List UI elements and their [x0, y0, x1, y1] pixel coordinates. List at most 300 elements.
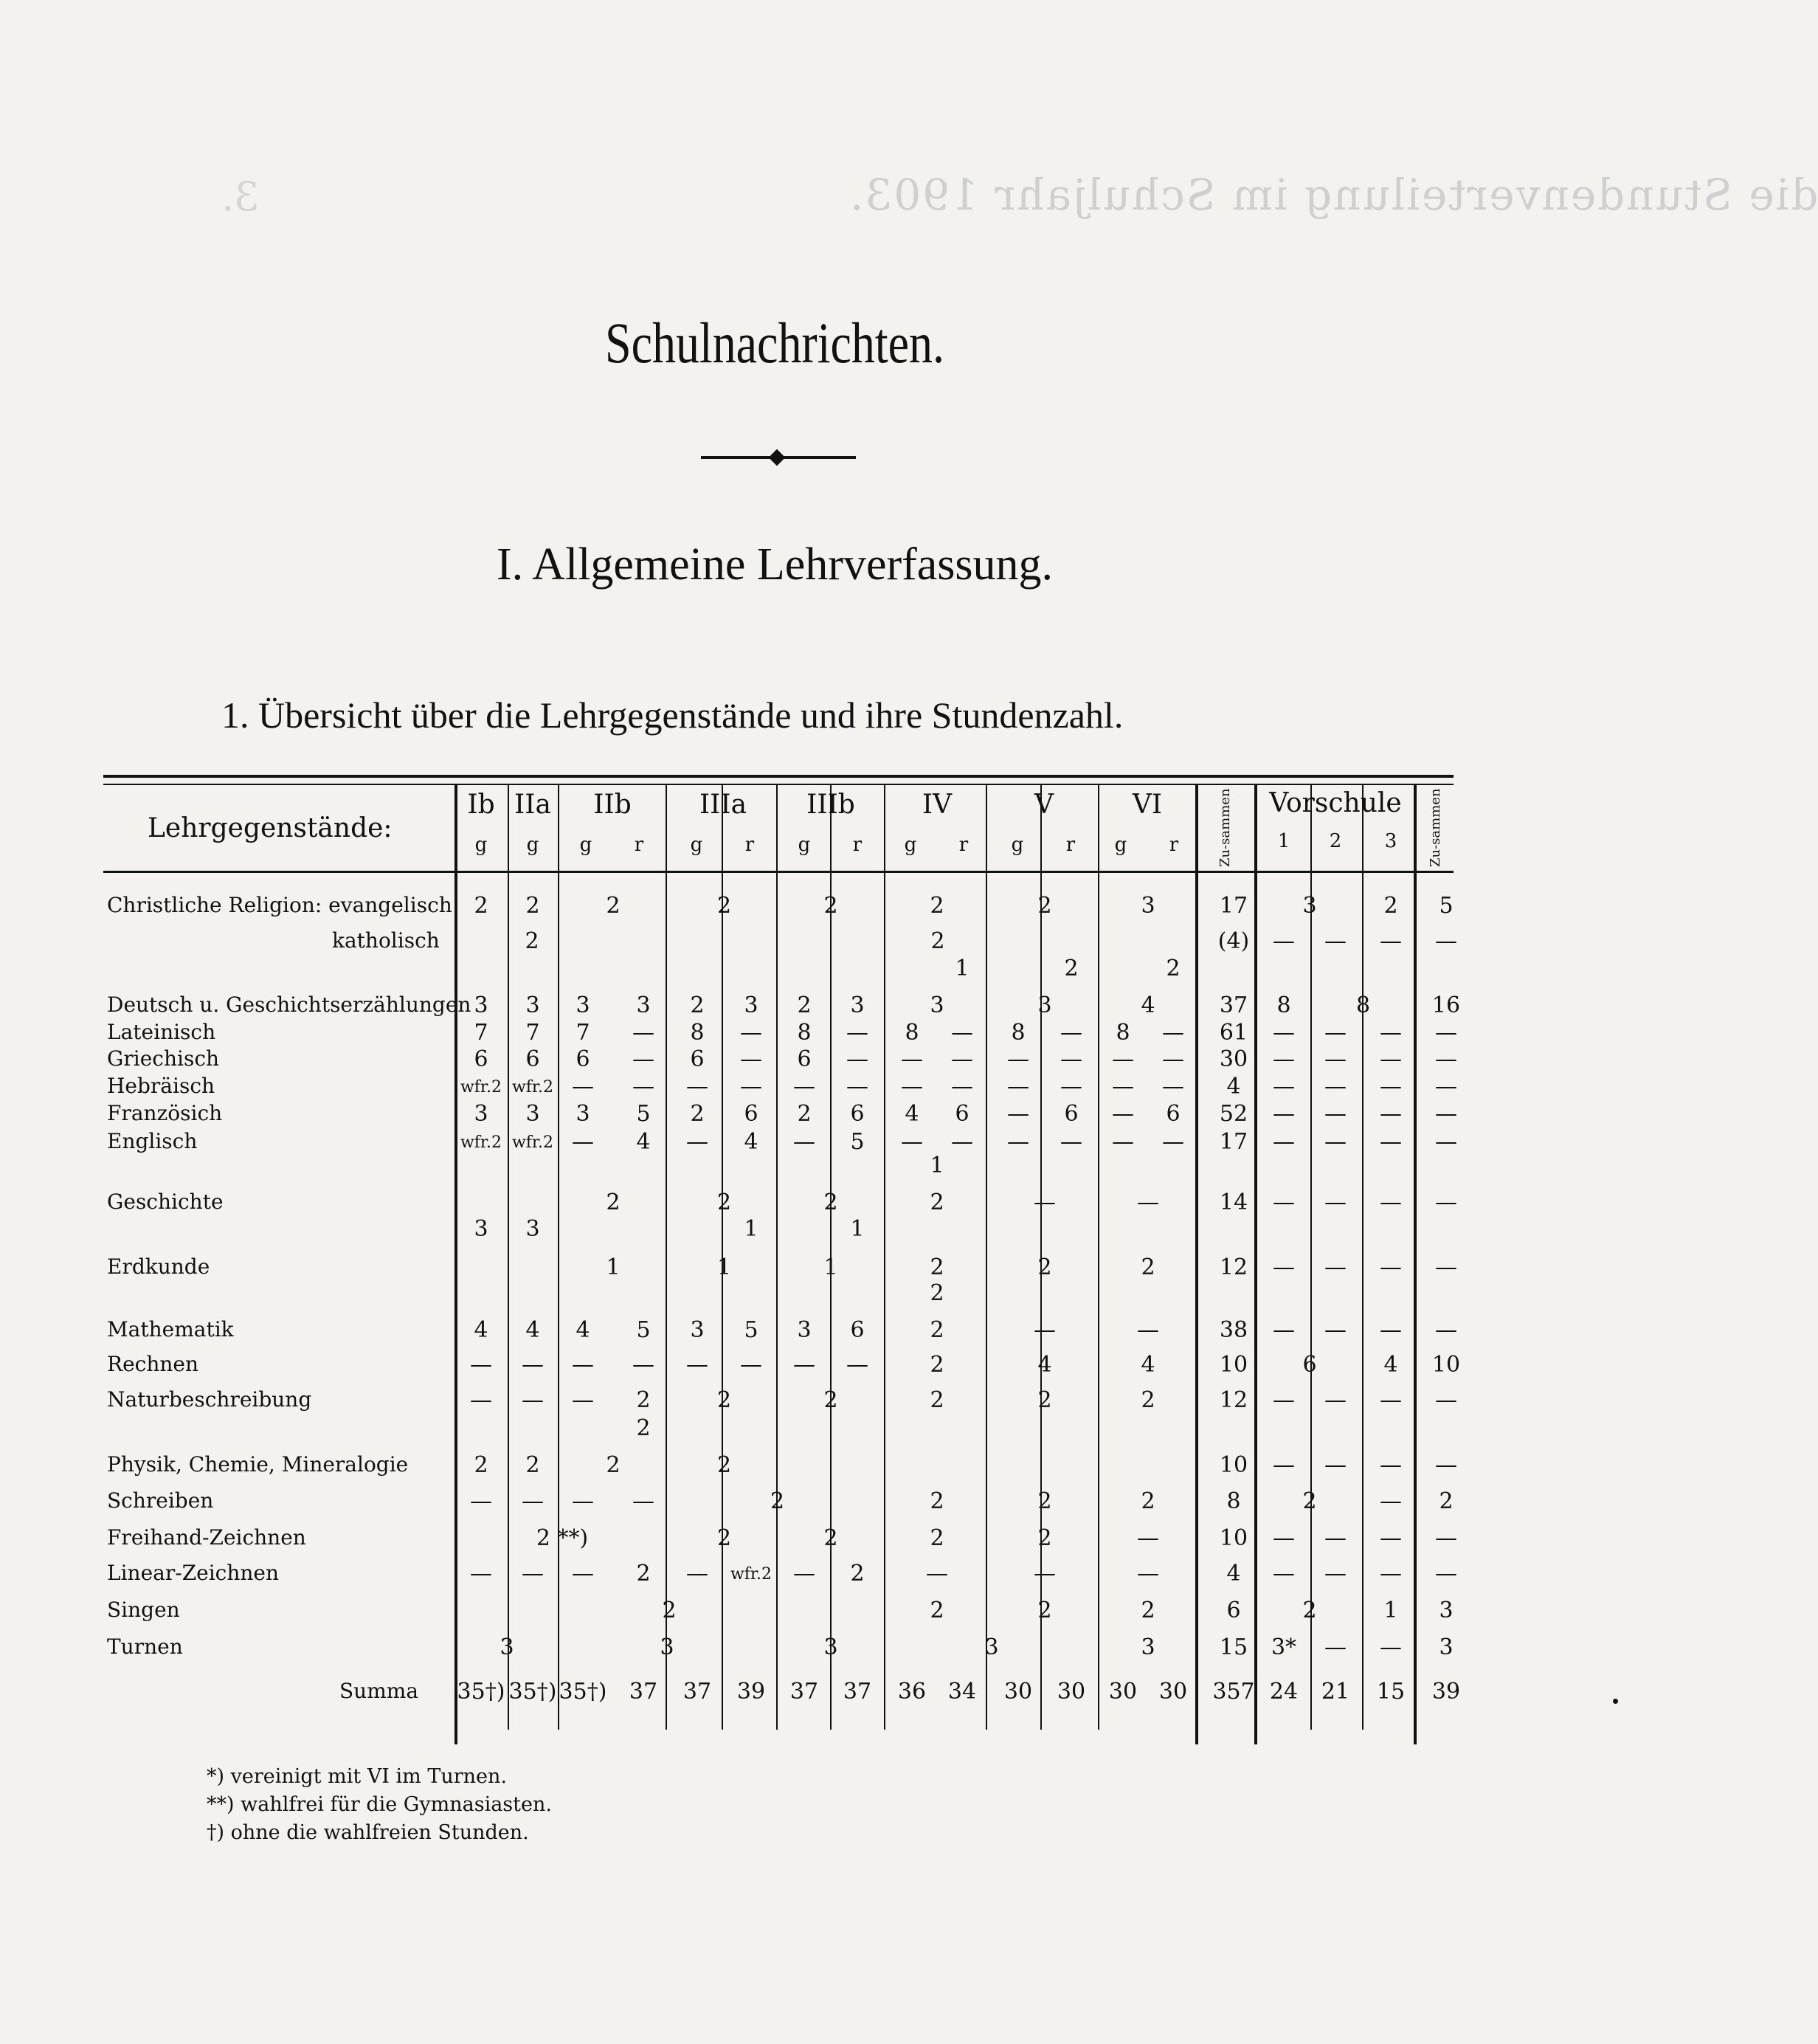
table-cell: —: [1034, 1561, 1056, 1586]
table-cell: 3: [690, 1317, 705, 1343]
table-cell: —: [846, 1352, 868, 1378]
footnote: [207, 1765, 507, 1788]
table-cell: —: [1137, 1317, 1159, 1343]
table-cell: 5: [636, 1101, 651, 1127]
table-cell: —: [1007, 1101, 1029, 1127]
vorschule-total: —: [1435, 1254, 1457, 1280]
table-cell: —: [1007, 1074, 1029, 1099]
row-total: 12: [1219, 1254, 1248, 1280]
table-cell: 2 **): [536, 1525, 589, 1551]
vorschule-total: 2: [1439, 1488, 1454, 1514]
subject-label: Hebräisch: [107, 1074, 215, 1098]
table-cell: 2: [716, 1525, 732, 1551]
vorschule-cell: —: [1380, 1634, 1402, 1660]
table-cell: —: [632, 1020, 654, 1046]
column-header: Ib: [467, 790, 495, 820]
subject-label: Freihand-Zeichnen: [107, 1525, 306, 1550]
summa-cell: 37: [629, 1679, 658, 1705]
row-total: 14: [1219, 1190, 1248, 1215]
summa-cell: 39: [736, 1679, 766, 1705]
vorschule-total: 3: [1439, 1598, 1454, 1623]
summa-cell: 30: [1057, 1679, 1086, 1705]
table-cell: —: [846, 1020, 868, 1046]
table-cell: —: [951, 1046, 973, 1072]
vorschule-cell: —: [1273, 1101, 1295, 1127]
vorschule-cell: —: [1324, 1452, 1347, 1478]
table-cell: 8: [690, 1020, 705, 1046]
table-cell: —: [572, 1074, 594, 1099]
table-cell: 2: [797, 1101, 812, 1127]
table-cell: 2: [1037, 1387, 1052, 1413]
vorschule-cell: —: [1324, 1046, 1347, 1072]
subject-label: Linear-Zeichnen: [107, 1561, 280, 1585]
summa-vorschule-cell: 15: [1376, 1679, 1406, 1705]
table-cell: —: [572, 1387, 594, 1413]
vorschule-cell: —: [1324, 1101, 1347, 1127]
vorschule-total: 16: [1431, 992, 1461, 1018]
vorschule-cell: —: [1380, 1561, 1402, 1586]
vorschule-cell: —: [1380, 928, 1402, 954]
row-total: 15: [1219, 1634, 1248, 1660]
table-header-rule: [103, 871, 1454, 873]
vorschule-total: —: [1435, 1561, 1457, 1586]
table-cell: 6: [474, 1046, 488, 1072]
vorschule-total: —: [1435, 1190, 1457, 1215]
column-header: V: [1034, 790, 1054, 820]
vorschule-total: 3: [1439, 1634, 1454, 1660]
table-cell: —: [1007, 1129, 1029, 1155]
table-cell: 1: [955, 956, 970, 981]
table-cell: 5: [850, 1129, 865, 1155]
table-cell: —: [793, 1129, 815, 1155]
column-header: VI: [1132, 790, 1163, 820]
table-cell: —: [901, 1129, 923, 1155]
table-cell: 8: [1116, 1020, 1130, 1046]
table-column-line: [1098, 785, 1099, 1730]
table-cell: —: [1162, 1046, 1184, 1072]
vorschule-total: —: [1435, 1317, 1457, 1343]
vorschule-cell: —: [1380, 1317, 1402, 1343]
table-cell: —: [926, 1561, 948, 1586]
summa-cell: 30: [1003, 1679, 1033, 1705]
table-cell: —: [846, 1074, 868, 1099]
table-cell: 3: [525, 992, 540, 1018]
table-cell: —: [470, 1488, 492, 1514]
table-cell: 6: [690, 1046, 705, 1072]
row-total: 6: [1226, 1598, 1241, 1623]
footnote: [207, 1793, 552, 1816]
table-cell: 2: [1141, 1254, 1155, 1280]
table-cell: 2: [525, 893, 540, 919]
table-cell: 3: [1141, 893, 1155, 919]
subject-label: Mathematik: [107, 1317, 234, 1342]
summa-cell: 30: [1158, 1679, 1188, 1705]
summa-cell: 37: [789, 1679, 819, 1705]
table-cell: 4: [1037, 1352, 1052, 1378]
section-heading: I. Allgemeine Lehrverfassung.: [496, 539, 1054, 590]
row-total: 10: [1219, 1352, 1248, 1378]
vorschule-cell: —: [1324, 1525, 1347, 1551]
table-cell: 3: [660, 1634, 674, 1660]
table-cell: —: [1162, 1074, 1184, 1099]
table-cell: —: [793, 1074, 815, 1099]
table-cell: —: [1137, 1561, 1159, 1586]
table-cell: 2: [690, 1101, 705, 1127]
table-cell: 2: [606, 1190, 621, 1215]
column-subheader: r: [1169, 834, 1179, 856]
table-cell: 4: [1141, 1352, 1155, 1378]
summa-cell: 36: [897, 1679, 927, 1705]
vorschule-cell: —: [1273, 1046, 1295, 1072]
vorschule-cell: —: [1273, 1129, 1295, 1155]
column-subheader: g: [579, 834, 592, 856]
vorschule-total: 10: [1431, 1352, 1461, 1378]
vorschule-cell: 6: [1302, 1352, 1317, 1378]
subject-label: katholisch: [332, 928, 440, 953]
vorschule-cell: —: [1273, 1074, 1295, 1099]
summa-cell: 30: [1108, 1679, 1138, 1705]
vorschule-cell: 8: [1355, 992, 1371, 1018]
table-cell: 2: [636, 1387, 651, 1413]
summa-cell: 35†): [457, 1679, 505, 1705]
row-total: 8: [1226, 1488, 1241, 1514]
vorschule-cell: 2: [1383, 893, 1398, 919]
table-cell: 1: [823, 1254, 838, 1280]
table-cell: 3: [1141, 1634, 1155, 1660]
vorschule-cell: —: [1380, 1387, 1402, 1413]
table-cell: 4: [744, 1129, 758, 1155]
table-cell: 6: [850, 1317, 865, 1343]
column-header: IIa: [514, 790, 551, 820]
table-cell: —: [1137, 1525, 1159, 1551]
table-cell: wfr.2: [460, 1133, 502, 1152]
vorschule-cell: 8: [1276, 992, 1291, 1018]
table-cell: —: [1162, 1129, 1184, 1155]
table-cell: —: [740, 1020, 762, 1046]
table-cell: wfr.2: [460, 1078, 502, 1097]
vorschule-cell: 3*: [1271, 1634, 1297, 1660]
table-cell: 2: [1037, 1488, 1052, 1514]
table-cell: —: [686, 1074, 708, 1099]
column-header: IIIa: [699, 790, 747, 820]
table-cell: —: [632, 1046, 654, 1072]
table-cell: 1: [744, 1216, 758, 1242]
table-cell: —: [686, 1352, 708, 1378]
table-cell: —: [632, 1074, 654, 1099]
table-cell: 5: [744, 1317, 758, 1343]
row-total: 37: [1219, 992, 1248, 1018]
vorschule-total: —: [1435, 1452, 1457, 1478]
table-column-line: [454, 785, 457, 1744]
table-top-rule-2: [103, 784, 1454, 785]
vorschule-cell: —: [1380, 1254, 1402, 1280]
table-cell: 3: [474, 992, 488, 1018]
table-cell: —: [1112, 1046, 1134, 1072]
table-column-line: [1195, 785, 1198, 1744]
summa-cell: 37: [843, 1679, 872, 1705]
table-cell: 4: [905, 1101, 919, 1127]
vorschule-total: 5: [1439, 893, 1454, 919]
table-cell: 3: [500, 1634, 514, 1660]
table-cell: —: [686, 1129, 708, 1155]
table-top-rule: [103, 775, 1454, 778]
table-cell: —: [740, 1352, 762, 1378]
table-cell: 6: [955, 1101, 970, 1127]
vorschule-cell: 2: [1302, 1598, 1317, 1623]
table-column-line: [558, 785, 559, 1730]
footnote-mark: †): [207, 1821, 225, 1844]
table-cell: 2: [930, 1190, 944, 1215]
row-total: (4): [1217, 928, 1250, 954]
table-column-line: [1310, 785, 1312, 1730]
vorschule-cell: —: [1273, 928, 1295, 954]
table-cell: 3: [744, 992, 758, 1018]
vorschule-cell: —: [1273, 1561, 1295, 1586]
table-cell: 3: [576, 1101, 590, 1127]
table-cell: 2: [474, 893, 488, 919]
table-cell: 6: [744, 1101, 758, 1127]
column-subheader: g: [904, 834, 917, 856]
bleed-through-number: 3.: [221, 173, 260, 220]
vorschule-cell: —: [1380, 1488, 1402, 1514]
subject-label: Rechnen: [107, 1352, 199, 1376]
table-cell: 2: [1037, 893, 1052, 919]
row-total: 52: [1219, 1101, 1248, 1127]
table-column-line: [884, 785, 885, 1730]
table-cell: —: [572, 1488, 594, 1514]
table-cell: 2: [823, 1190, 838, 1215]
table-cell: —: [1034, 1317, 1056, 1343]
summa-label: Summa: [339, 1679, 419, 1703]
table-cell: 2: [716, 1387, 732, 1413]
vorschule-cell: —: [1273, 1254, 1295, 1280]
table-cell: 2: [1037, 1525, 1052, 1551]
table-cell: —: [470, 1561, 492, 1586]
table-cell: —: [1060, 1046, 1082, 1072]
table-cell: —: [951, 1074, 973, 1099]
table-cell: 4: [525, 1317, 540, 1343]
vorschule-cell: 3: [1302, 893, 1317, 919]
vorschule-cell: —: [1324, 1317, 1347, 1343]
table-cell: 4: [474, 1317, 488, 1343]
table-cell: 2: [930, 893, 944, 919]
row-total: 10: [1219, 1525, 1248, 1551]
row-total: 30: [1219, 1046, 1248, 1072]
table-cell: —: [572, 1352, 594, 1378]
table-cell: 2: [1037, 1598, 1052, 1623]
vorschule-cell: —: [1380, 1020, 1402, 1046]
vorschule-subheader: 1: [1277, 830, 1290, 852]
table-cell: 2: [716, 1452, 732, 1478]
column-subheader: r: [852, 834, 863, 856]
table-cell: 2: [1064, 956, 1079, 981]
table-cell: —: [470, 1352, 492, 1378]
table-cell: 2: [797, 992, 812, 1018]
table-cell: 3: [930, 992, 944, 1018]
table-cell: 5: [636, 1317, 651, 1343]
subject-label: Französich: [107, 1101, 223, 1125]
column-header: IV: [922, 790, 953, 820]
table-cell: 1: [930, 1153, 944, 1178]
table-cell: 2: [850, 1561, 865, 1586]
table-cell: —: [740, 1074, 762, 1099]
table-cell: 3: [525, 1216, 540, 1242]
table-cell: —: [1060, 1020, 1082, 1046]
table-cell: 2: [930, 1598, 944, 1623]
footnote-text: ohne die wahlfreien Stunden.: [224, 1821, 529, 1844]
vorschule-header: Vorschule: [1269, 788, 1402, 818]
table-cell: —: [470, 1387, 492, 1413]
summa-vorschule-cell: 21: [1321, 1679, 1350, 1705]
vorschule-cell: —: [1324, 1561, 1347, 1586]
table-cell: 3: [525, 1101, 540, 1127]
table-cell: —: [793, 1352, 815, 1378]
table-cell: wfr.2: [730, 1565, 773, 1584]
vorschule-cell: —: [1273, 1387, 1295, 1413]
table-cell: —: [901, 1074, 923, 1099]
table-cell: 2: [636, 1415, 651, 1441]
column-subheader: r: [634, 834, 644, 856]
table-cell: 7: [474, 1020, 488, 1046]
table-cell: 2: [1166, 956, 1181, 981]
column-subheader: r: [744, 834, 755, 856]
summa-cell: 35†): [559, 1679, 607, 1705]
subject-label: Singen: [107, 1598, 180, 1622]
table-cell: 2: [770, 1488, 785, 1514]
row-total: 38: [1219, 1317, 1248, 1343]
vorschule-total: —: [1435, 1101, 1457, 1127]
vorschule-total: —: [1435, 1387, 1457, 1413]
table-cell: 2: [525, 928, 539, 954]
table-cell: 2: [823, 1387, 838, 1413]
total-header: Zu-sammen: [1217, 788, 1233, 867]
table-cell: —: [632, 1488, 654, 1514]
table-cell: 1: [716, 1254, 732, 1280]
table-cell: 3: [797, 1317, 812, 1343]
vorschule-cell: —: [1324, 1190, 1347, 1215]
table-cell: 3: [984, 1634, 999, 1660]
column-header: IIb: [593, 790, 632, 820]
column-subheader: g: [1011, 834, 1024, 856]
table-cell: —: [522, 1387, 544, 1413]
subject-label: Turnen: [107, 1634, 183, 1659]
table-cell: 2: [930, 1387, 944, 1413]
table-cell: wfr.2: [511, 1078, 554, 1097]
subject-label: Physik, Chemie, Mineralogie: [107, 1452, 409, 1477]
table-column-line: [1414, 785, 1417, 1744]
vorschule-cell: —: [1324, 1129, 1347, 1155]
vorschule-cell: —: [1324, 1020, 1347, 1046]
vorschule-cell: —: [1324, 928, 1347, 954]
title-ornament: [701, 456, 856, 459]
vorschule-total: —: [1435, 1046, 1457, 1072]
subject-label: Erdkunde: [107, 1254, 210, 1279]
vorschule-cell: 2: [1302, 1488, 1317, 1514]
summa-total: 357: [1212, 1679, 1255, 1705]
table-cell: 8: [1011, 1020, 1026, 1046]
column-subheader: r: [1065, 834, 1076, 856]
summa-vorschule-total: 39: [1431, 1679, 1461, 1705]
table-cell: wfr.2: [511, 1133, 554, 1152]
table-cell: 2: [636, 1561, 651, 1586]
footnote-text: wahlfrei für die Gymnasiasten.: [234, 1793, 552, 1816]
table-column-line: [666, 785, 667, 1730]
table-cell: —: [1112, 1129, 1134, 1155]
table-column-line: [986, 785, 987, 1730]
summa-cell: 37: [682, 1679, 712, 1705]
column-subheader: r: [958, 834, 969, 856]
table-cell: 3: [576, 992, 590, 1018]
column-header: IIIb: [806, 790, 855, 820]
subject-label: Englisch: [107, 1129, 198, 1153]
table-cell: 3: [474, 1216, 488, 1242]
vorschule-cell: —: [1380, 1190, 1402, 1215]
table-cell: —: [1162, 1020, 1184, 1046]
table-column-line: [1254, 785, 1257, 1744]
table-cell: 2: [1037, 1254, 1052, 1280]
vorschule-total: —: [1435, 1525, 1457, 1551]
vorschule-total: —: [1435, 1074, 1457, 1099]
subject-header: Lehrgegenstände:: [148, 813, 393, 843]
summa-cell: 35†): [508, 1679, 557, 1705]
vorschule-cell: —: [1273, 1020, 1295, 1046]
table-column-line: [776, 785, 778, 1730]
table-cell: —: [951, 1020, 973, 1046]
table-cell: 7: [525, 1020, 540, 1046]
vorschule-total: —: [1435, 1020, 1457, 1046]
table-cell: —: [1007, 1046, 1029, 1072]
table-cell: 2: [525, 1452, 540, 1478]
vorschule-cell: —: [1380, 1452, 1402, 1478]
vorschule-cell: —: [1380, 1525, 1402, 1551]
row-total: 4: [1226, 1074, 1241, 1099]
vorschule-cell: 1: [1383, 1598, 1398, 1623]
table-cell: 6: [576, 1046, 590, 1072]
table-cell: 2: [930, 1525, 944, 1551]
table-cell: 4: [576, 1317, 590, 1343]
vorschule-cell: —: [1380, 1074, 1402, 1099]
table-cell: —: [522, 1561, 544, 1586]
table-cell: 3: [1037, 992, 1052, 1018]
table-cell: —: [572, 1129, 594, 1155]
table-cell: 3: [850, 992, 865, 1018]
vorschule-cell: 4: [1383, 1352, 1398, 1378]
table-cell: —: [522, 1352, 544, 1378]
table-cell: 4: [1141, 992, 1155, 1018]
table-cell: 2: [930, 1280, 944, 1306]
table-cell: 2: [716, 893, 732, 919]
table-cell: 6: [797, 1046, 812, 1072]
row-total: 17: [1219, 893, 1248, 919]
table-cell: 2: [823, 893, 838, 919]
table-cell: 2: [606, 1452, 621, 1478]
table-cell: —: [1137, 1190, 1159, 1215]
row-total: 61: [1219, 1020, 1248, 1046]
table-cell: 2: [606, 893, 621, 919]
row-total: 17: [1219, 1129, 1248, 1155]
vorschule-cell: —: [1273, 1317, 1295, 1343]
footnote: [207, 1821, 529, 1844]
vorschule-cell: —: [1273, 1190, 1295, 1215]
table-cell: 2: [1141, 1387, 1155, 1413]
vorschule-cell: —: [1324, 1074, 1347, 1099]
table-cell: 6: [1166, 1101, 1181, 1127]
bleed-through-heading: die Stundenverteilung im Schuljahr 1903.: [848, 170, 1818, 220]
table-cell: 1: [606, 1254, 621, 1280]
table-cell: 3: [636, 992, 651, 1018]
footnote-mark: *): [207, 1765, 225, 1788]
table-cell: —: [901, 1046, 923, 1072]
